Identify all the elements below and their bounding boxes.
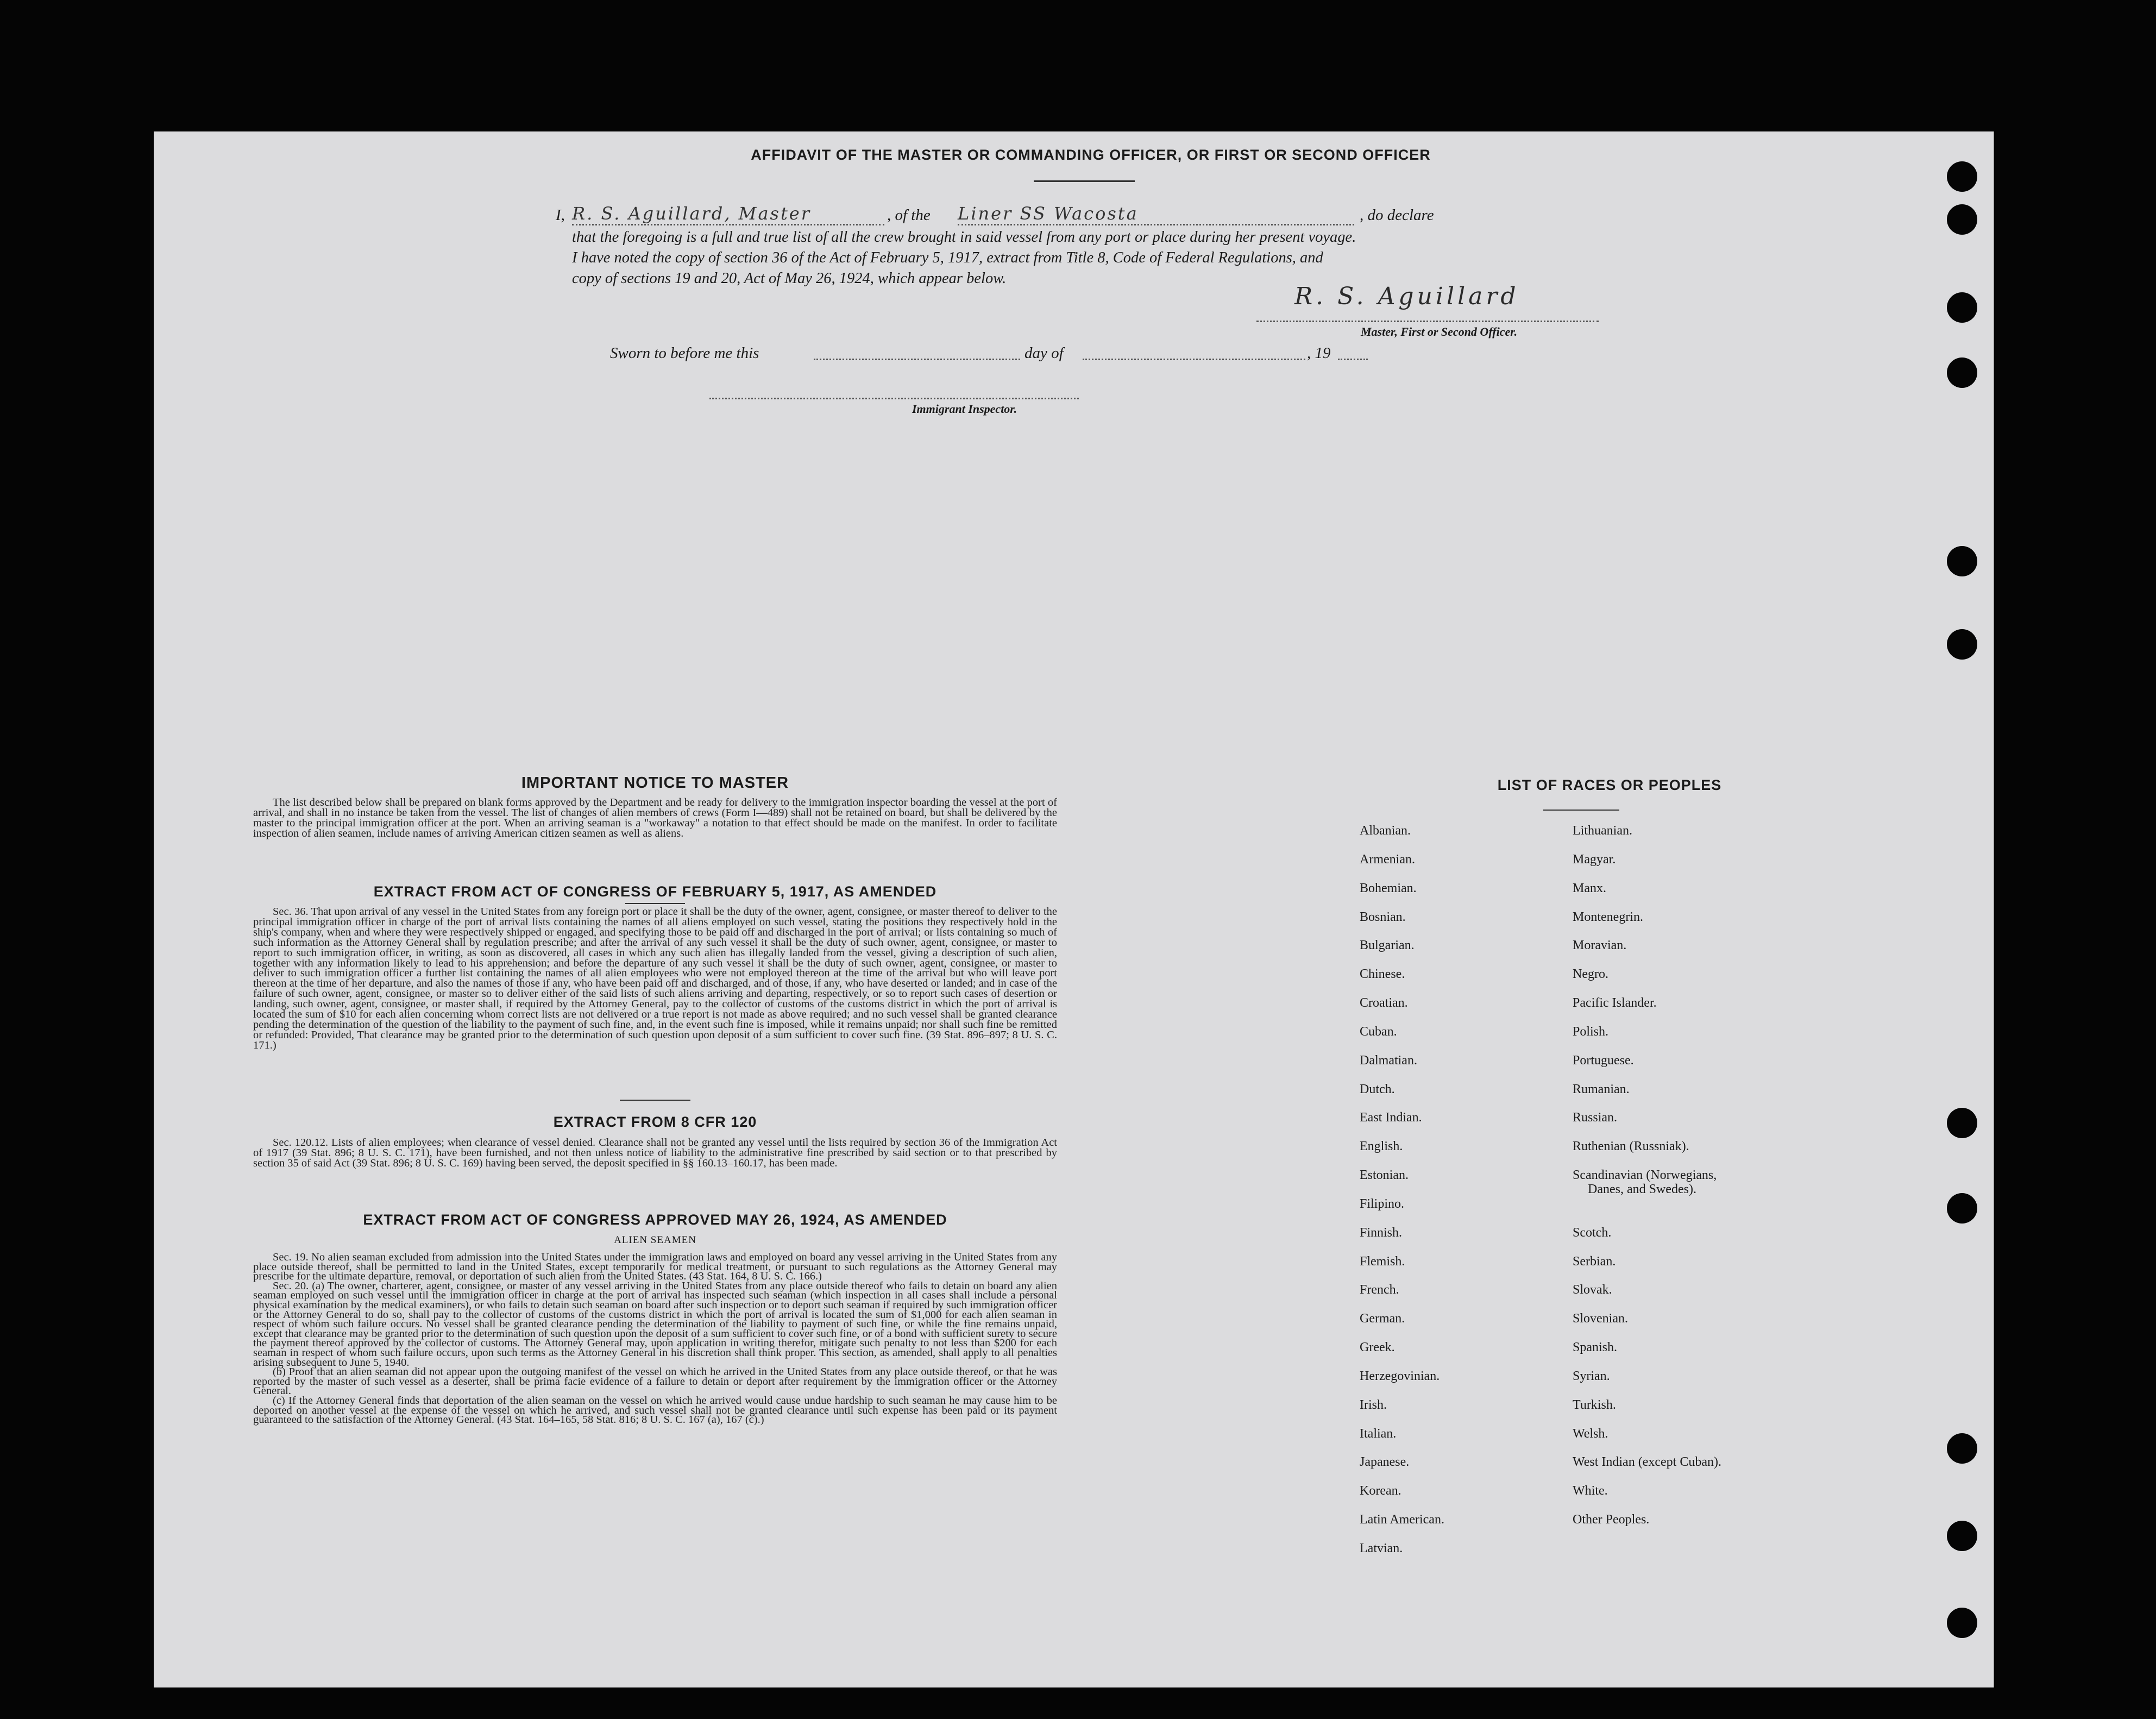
master-signature: R. S. Aguillard [1294, 283, 1519, 310]
punch-hole [1947, 357, 1977, 388]
inspector-signature-line [709, 398, 1079, 399]
punch-hole [1947, 1108, 1977, 1138]
race-item: Bulgarian. [1360, 938, 1415, 952]
declaration-text [572, 227, 1604, 289]
race-item: Japanese. [1360, 1455, 1410, 1469]
race-item: Herzegovinian. [1360, 1369, 1440, 1383]
declaration-line: I have noted the copy of section 36 of the Act of February 5, 1917, extract from Title 8, Code of Federal Regulations, and [572, 249, 1323, 266]
race-item: West Indian (except Cuban). [1573, 1455, 1721, 1469]
notice-text [253, 798, 1057, 839]
extract-1917-rule [625, 903, 685, 904]
declaration-line: that the foregoing is a full and true list of all the crew brought in said vessel from any port or place during her present voyage. [572, 229, 1356, 246]
race-item: Ruthenian (Russniak). [1573, 1139, 1689, 1153]
race-item: Syrian. [1573, 1369, 1610, 1383]
race-item: Russian. [1573, 1111, 1618, 1125]
sworn-label: Sworn to before me this [610, 344, 759, 362]
cfr-top-rule [620, 1100, 690, 1101]
race-item: Polish. [1573, 1025, 1609, 1039]
race-item: Moravian. [1573, 938, 1627, 952]
i-label: I, [556, 206, 565, 224]
signature-line [1256, 321, 1599, 322]
races-title: LIST OF RACES OR PEOPLES [1497, 777, 1722, 793]
race-item: Italian. [1360, 1427, 1397, 1441]
punch-hole [1947, 204, 1977, 235]
sworn-day-field [814, 359, 1020, 360]
declaration-first-line [556, 203, 1599, 230]
race-item: English. [1360, 1139, 1403, 1153]
punch-hole [1947, 1433, 1977, 1464]
signature-caption: Master, First or Second Officer. [1361, 325, 1518, 338]
race-item: Latin American. [1360, 1513, 1444, 1527]
punch-hole [1947, 1608, 1977, 1638]
race-item: Portuguese. [1573, 1053, 1634, 1068]
race-item: Albanian. [1360, 824, 1411, 838]
sec-36-paragraph: Sec. 36. That upon arrival of any vessel in the United States from any foreign port or place it shall be the duty of the owner, agent, consignee, or master thereof to deliver to the principal immigration officer in charge of the port of arrival lists containing the names of all aliens employed on such vessel, stating the positions they respectively hold in the ship's company, when and where they were respectively shipped or engaged, and specifying those to be paid off and discharged in the port of arrival; or lists containing so much of such information as the Attorney General shall by regulation prescribe; and after the arrival of any such vessel it shall be the duty of such owner, agent, consignee, or master to report to such immigration officer, in writing, as soon as discovered, all cases in which any such alien has illegally landed from the vessel, giving a description of such alien, together with any information likely to lead to his apprehension; and before the departure of any such vessel it shall be the duty of such owner, agent, consignee, or master to deliver to such immigration officer a further list containing the names of all alien employees who were not employed thereon at the time of the arrival but who will leave port thereon at the time of her departure, and also the names of those if any, who have been paid off and discharged, and of those, if any, who have deserted or landed; and in case of the failure of such owner, agent, consignee, or master so to deliver either of the said lists of such aliens arriving and departing, respectively, or so to report such cases of desertion or landing, such owner, agent, consignee, or master shall, if required by the Attorney General, pay to the collector of customs of the customs district in which the port of arrival is located the sum of $10 for each alien concerning whom correct lists are not delivered or a true report is not made as above required; and no such vessel shall be granted clearance pending the determination of the question of the liability to the payment of such fine, and, in the event such fine is imposed, while it remains unpaid; nor shall such fine be remitted or refunded: Provided, That clearance may be granted prior to the determination of such question upon deposit of a sum sufficient to cover such fine. (39 Stat. 896–897; 8 U. S. C. 171.) [253, 906, 1057, 1051]
extract-cfr-title: EXTRACT FROM 8 CFR 120 [553, 1114, 757, 1130]
race-item: Dutch. [1360, 1082, 1395, 1096]
extract-cfr-text [253, 1138, 1057, 1169]
sec-20b-paragraph: (b) Proof that an alien seaman did not appear upon the outgoing manifest of the vessel on which he arrived in the United States from any place outside thereof, or that he was reported by the master of such vessel as a deserter, shall be prima facie evidence of a failure to detain or deport after requirement by the immigration officer or the Attorney General. [253, 1366, 1057, 1397]
sec-20a-paragraph: Sec. 20. (a) The owner, charterer, agent, consignee, or master of any vessel arriving in the United States from any place outside thereof who fails to detain on board any alien seaman employed on such vessel until the immigration officer in charge at the port of arrival has inspected such seaman (which inspection in all cases shall include a personal physical examination by the medical examiners), or who fails to detain such seaman on board after such inspection or to deport such seaman if required by such immigration officer or the Attorney General to do so, shall pay to the collector of customs of the customs district in which the port of arrival is located the sum of $1,000 for each alien seaman in respect of whom such failure occurs. No vessel shall be granted clearance pending the determination of the liability to payment of such fine, or while the fine remains unpaid, except that clearance may be granted prior to the determination of such question upon the deposit of a sum sufficient to cover such fine, or of a bond with sufficient surety to secure the payment thereof approved by the collector of customs. The Attorney General may, upon application in writing therefor, mitigate such penalty to not less than $200 for each seaman in respect of whom such failure occurs, upon such terms as the Attorney General in his discretion shall think proper. This section, as amended, shall apply to all penalties arising subsequent to June 5, 1940. [253, 1279, 1057, 1369]
of-the-label: , of the [887, 206, 931, 224]
inspector-caption: Immigrant Inspector. [912, 402, 1017, 416]
punch-hole [1947, 1193, 1977, 1224]
do-declare-label: , do declare [1360, 206, 1434, 224]
day-of-label: day of [1024, 344, 1064, 362]
race-item: Slovenian. [1573, 1312, 1628, 1326]
punch-hole [1947, 161, 1977, 192]
sec-20c-paragraph: (c) If the Attorney General finds that deportation of the alien seaman on the vessel on which he arrived would cause undue hardship to such seaman he may cause him to be deported on another vessel at the expense of the vessel on which he arrived, and such vessel shall not be granted clearance until such expense has been paid or its payment guaranteed to the satisfaction of the Attorney General. (43 Stat. 164–165, 58 Stat. 816; 8 U. S. C. 167 (a), 167 (c).) [253, 1394, 1057, 1426]
race-item: Scotch. [1573, 1226, 1612, 1240]
race-item: Scandinavian (Norwegians, [1573, 1168, 1717, 1182]
year-label: , 19 [1307, 344, 1331, 362]
notice-paragraph: The list described below shall be prepared on blank forms approved by the Department and be ready for delivery to the immigration inspector boarding the vessel at the port of arrival, and shall in no instance be taken from the vessel. The list of changes of alien members of crews (Form I—489) shall not be retained on board, but shall be delivered by the master to the principal immigration officer at the port. When an arriving seaman is a "workaway" a notation to that effect should be made on the manifest. In order to facilitate inspection of alien seamen, include names of arriving American citizen seamen as well as aliens. [253, 796, 1057, 839]
sworn-month-field [1083, 359, 1305, 360]
race-item: Other Peoples. [1573, 1513, 1650, 1527]
race-item: Bosnian. [1360, 910, 1406, 924]
race-item: East Indian. [1360, 1111, 1422, 1125]
race-item: Latvian. [1360, 1541, 1403, 1555]
document-page [154, 131, 1994, 1687]
race-item: Bohemian. [1360, 881, 1417, 895]
race-item: French. [1360, 1283, 1399, 1297]
vessel-name-handwritten: Liner SS Wacosta [958, 203, 1354, 225]
sworn-year-field [1338, 359, 1368, 360]
race-item: Finnish. [1360, 1226, 1403, 1240]
race-item: Croatian. [1360, 996, 1408, 1010]
race-item: Danes, and Swedes). [1588, 1182, 1696, 1196]
punch-hole [1947, 1521, 1977, 1551]
extract-1924-title: EXTRACT FROM ACT OF CONGRESS APPROVED MAY 26, 1924, AS AMENDED [363, 1212, 947, 1228]
race-item: Negro. [1573, 967, 1608, 981]
race-item: Flemish. [1360, 1254, 1405, 1269]
race-item: Dalmatian. [1360, 1053, 1417, 1068]
title-rule [1034, 180, 1135, 182]
punch-hole [1947, 629, 1977, 660]
race-item: Montenegrin. [1573, 910, 1643, 924]
declaration-line: copy of sections 19 and 20, Act of May 26, 1924, which appear below. [572, 270, 1007, 287]
race-item: Slovak. [1573, 1283, 1612, 1297]
race-item: Estonian. [1360, 1168, 1409, 1182]
extract-1924-text [253, 1253, 1057, 1425]
punch-hole [1947, 546, 1977, 576]
race-item: Cuban. [1360, 1025, 1397, 1039]
sec-120-12-paragraph: Sec. 120.12. Lists of alien employees; when clearance of vessel denied. Clearance shall not be granted any vessel until the lists required by section 36 of the Immigration Act of 1917 (39 Stat. 896; 8 U. S. C. 171), have been furnished, and not then unless notice of liability to the administrative fine prescribed by said section or to that prescribed by section 35 of said Act (39 Stat. 896; 8 U. S. C. 169) having been served, the deposit specified in §§ 160.13–160.17, has been made. [253, 1137, 1057, 1169]
extract-1917-text [253, 907, 1057, 1051]
race-item: White. [1573, 1484, 1608, 1498]
race-item: Lithuanian. [1573, 824, 1632, 838]
race-item: German. [1360, 1312, 1405, 1326]
punch-hole [1947, 292, 1977, 323]
notice-title: IMPORTANT NOTICE TO MASTER [521, 774, 789, 792]
race-item: Armenian. [1360, 852, 1415, 867]
affidavit-title: AFFIDAVIT OF THE MASTER OR COMMANDING OFFICER, OR FIRST OR SECOND OFFICER [751, 147, 1431, 163]
race-item: Spanish. [1573, 1340, 1618, 1354]
race-item: Pacific Islander. [1573, 996, 1657, 1010]
race-item: Greek. [1360, 1340, 1395, 1354]
races-title-rule [1543, 810, 1619, 811]
master-name-handwritten: R. S. Aguillard, Master [572, 203, 884, 225]
race-item: Serbian. [1573, 1254, 1616, 1269]
race-item: Rumanian. [1573, 1082, 1630, 1096]
race-item: Filipino. [1360, 1197, 1405, 1211]
race-item: Turkish. [1573, 1398, 1616, 1412]
race-item: Magyar. [1573, 852, 1616, 867]
extract-1917-title: EXTRACT FROM ACT OF CONGRESS OF FEBRUARY 5, 1917, AS AMENDED [373, 883, 937, 900]
alien-seamen-subtitle: ALIEN SEAMEN [614, 1234, 696, 1246]
race-item: Irish. [1360, 1398, 1387, 1412]
race-item: Manx. [1573, 881, 1606, 895]
sec-19-paragraph: Sec. 19. No alien seaman excluded from admission into the United States under the immigration laws and employed on board any vessel arriving in the United States from any place outside thereof, shall be permitted to land in the United States, except temporarily for medical treatment, or pursuant to such regulations as the Attorney General may prescribe for the ultimate departure, removal, or deportation of such alien from the United States. (43 Stat. 164, 8 U. S. C. 166.) [253, 1251, 1057, 1283]
race-item: Korean. [1360, 1484, 1401, 1498]
race-item: Welsh. [1573, 1427, 1608, 1441]
race-item: Chinese. [1360, 967, 1405, 981]
sworn-line [610, 344, 1371, 366]
